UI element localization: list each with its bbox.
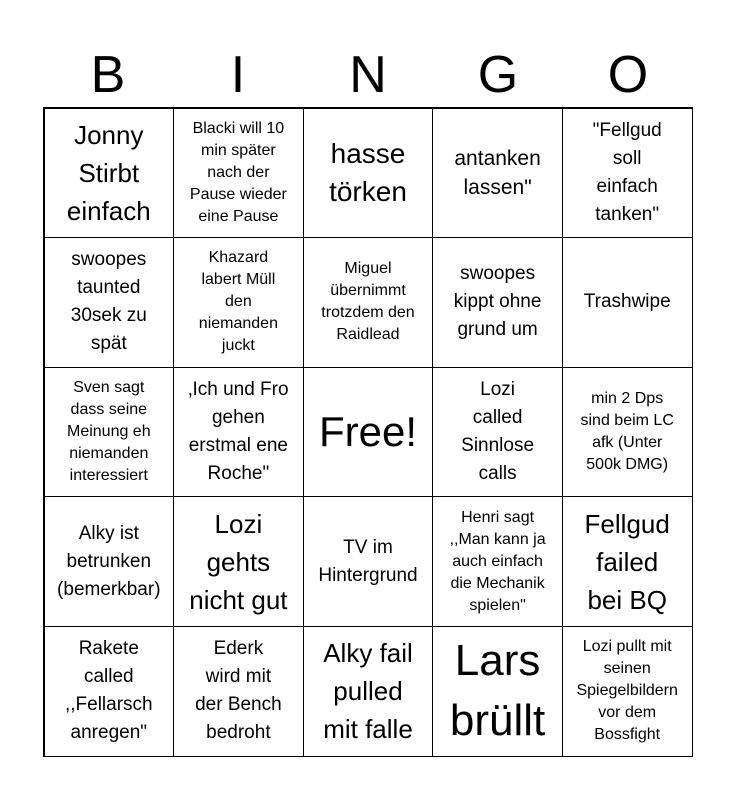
bingo-cell-r5c3[interactable] <box>303 626 434 757</box>
bingo-cell-r1c4[interactable] <box>432 108 563 239</box>
cell-text: Lozi gehts nicht gut <box>189 508 288 615</box>
bingo-cell-r2c2[interactable] <box>173 237 304 368</box>
cell-text: Trashwipe <box>583 291 671 313</box>
cell-text: Fellgud failed bei BQ <box>584 508 670 615</box>
cell-text: Lars brüllt <box>449 636 546 746</box>
cell-text: TV im Hintergrund <box>318 536 418 586</box>
bingo-cell-r4c1[interactable] <box>44 496 175 627</box>
cell-text: Jonny Stirbt einfach <box>66 119 151 226</box>
header-letter-g: G <box>477 46 519 104</box>
bingo-cell-free[interactable] <box>303 367 434 498</box>
cell-text: Henri sagt ,,Man kann ja auch einfach die Mechanik spielen" <box>449 508 546 614</box>
cell-text: "Fellgud soll einfach tanken" <box>592 119 662 225</box>
bingo-cell-r1c1[interactable] <box>44 108 175 239</box>
bingo-cell-r4c3[interactable] <box>303 496 434 627</box>
bingo-cell-r5c1[interactable] <box>44 626 175 757</box>
header-letter-o: O <box>607 46 649 104</box>
cell-text: ‚Ich und Fro gehen erstmal ene Roche" <box>188 378 289 484</box>
bingo-cell-r3c5[interactable] <box>562 367 693 498</box>
cell-text: Alky ist betrunken (bemerkbar) <box>57 522 161 600</box>
bingo-cell-r5c4[interactable] <box>432 626 563 757</box>
bingo-cell-r2c3[interactable] <box>303 237 434 368</box>
bingo-cell-r5c2[interactable] <box>173 626 304 757</box>
bingo-cell-r1c5[interactable] <box>562 108 693 239</box>
bingo-grid <box>43 107 693 757</box>
cell-text: Rakete called ,,Fellarsch anregen" <box>64 638 153 744</box>
bingo-header <box>43 44 693 106</box>
bingo-cell-r1c3[interactable] <box>303 108 434 239</box>
bingo-cell-r1c2[interactable] <box>173 108 304 239</box>
bingo-cell-r3c1[interactable] <box>44 367 175 498</box>
cell-text: Ederk wird mit der Bench bedroht <box>195 638 282 744</box>
header-letter-n: N <box>349 46 387 104</box>
bingo-cell-r4c5[interactable] <box>562 496 693 627</box>
cell-text: Lozi called Sinnlose calls <box>461 378 535 484</box>
bingo-cell-r2c1[interactable] <box>44 237 175 368</box>
bingo-cell-r5c5[interactable] <box>562 626 693 757</box>
bingo-cell-r4c4[interactable] <box>432 496 563 627</box>
bingo-cell-r4c2[interactable] <box>173 496 304 627</box>
cell-text: Khazard labert Müll den niemanden juckt <box>198 249 278 355</box>
cell-text: antanken lassen" <box>454 146 541 199</box>
cell-text: Free! <box>318 407 417 455</box>
cell-text: Alky fail pulled mit falle <box>323 638 413 745</box>
bingo-cell-r2c5[interactable] <box>562 237 693 368</box>
bingo-cell-r3c4[interactable] <box>432 367 563 498</box>
cell-text: swoopes kippt ohne grund um <box>453 263 542 341</box>
cell-text: Lozi pullt mit seinen Spiegelbildern vor dem Bossfight <box>576 638 678 744</box>
cell-text: hasse törken <box>329 137 407 207</box>
header-letter-b: B <box>90 46 126 104</box>
cell-text: swoopes taunted 30sek zu spät <box>70 249 147 355</box>
header-letter-i: I <box>230 46 246 104</box>
bingo-cell-r3c2[interactable] <box>173 367 304 498</box>
cell-text: Sven sagt dass seine Meinung eh niemanden interessiert <box>66 378 151 484</box>
cell-text: Miguel übernimmt trotzdem den Raidlead <box>321 260 415 344</box>
cell-text: Blacki will 10 min später nach der Pause wieder eine Pause <box>189 119 287 225</box>
bingo-cell-r2c4[interactable] <box>432 237 563 368</box>
cell-text: min 2 Dps sind beim LC afk (Unter 500k DMG) <box>580 389 674 473</box>
